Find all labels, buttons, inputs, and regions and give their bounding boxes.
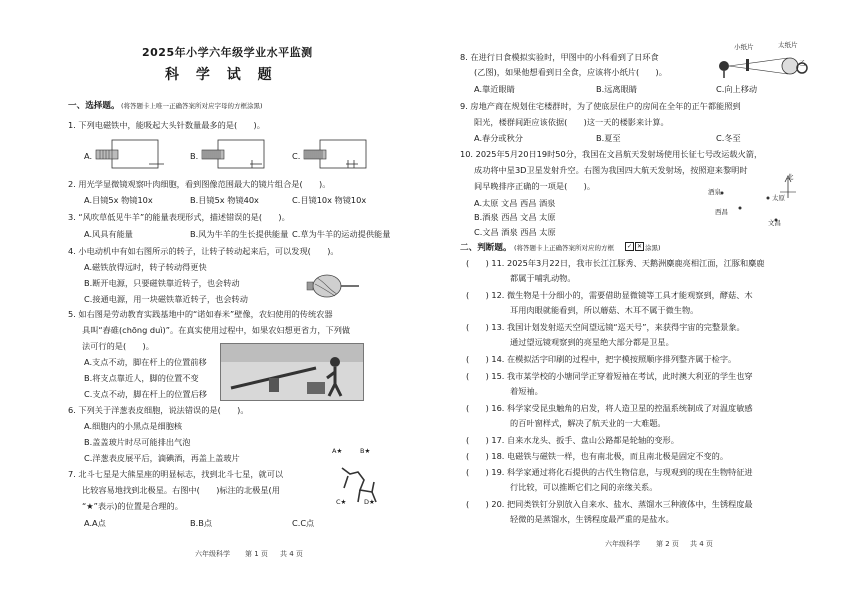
q10-line-1: 10. 2025年5月20日19时50分，我国在文昌航天发射场使用长征七号改运载火箭， [460,149,763,159]
q9-line-1: 9. 房地产商在规划住宅楼群时，为了使底层住户的房间在全年的正午都能照到 [460,101,741,111]
page2-footer-grade: 六年级科学 [605,540,640,548]
q4-option-b: B.断开电源，只要磁铁靠近转子，也会转动 [84,278,240,288]
q2-option-b: B.目镜5x 物镜40x [190,195,259,205]
section2-instruction: (将答题卡上正确答案所对应的方框 [514,244,615,252]
q3-stem: 3. “风吹草低见牛羊”的能量表现形式，描述错误的是( )。 [68,212,290,222]
q8-option-b: B.远离眼睛 [596,84,637,94]
q9-line-2: 阳光，楼群间距应该依据( )这一天的楼影来计算。 [474,117,669,127]
page1-footer-page: 第 1 页 [245,550,268,558]
q16-line-1: ( ) 16. 科学家受昆虫触角的启发，将人造卫星的控温系统制成了对温度敏感 [466,403,753,413]
q10-launch-site-map [700,172,810,234]
q1-label-b: B. [190,151,199,161]
q3-option-c: C.草为牛羊的运动提供能量 [292,229,391,239]
q7-fig-label-b: B★ [360,447,371,455]
page2-footer-page: 第 2 页 [656,540,679,548]
q1-electromagnet-c-figure [302,138,382,172]
q10-map-north: 北 [787,173,794,181]
q1-electromagnet-b-figure [200,138,280,172]
q1-label-c: C. [292,151,301,161]
q9-option-b: B.夏至 [596,133,621,143]
q4-option-a: A.磁铁放得远时，转子转动得更快 [84,262,207,272]
q7-line-3: “★”表示)的位置是合理的。 [82,501,183,511]
q5-option-a: A.支点不动，脚在杆上的位置前移 [84,357,207,367]
q20-line-1: ( ) 20. 把同类铁钉分别放入自来水、盐水、蒸馏水三种液体中，生锈程度最 [466,499,753,509]
q7-line-2: 比较容易地找到北极星。右图中( )标注的北极星(用 [82,485,280,495]
q13-line-2: 通过望远镜观察到的亮星绝大部分都是卫星。 [510,337,674,347]
q5-line-2: 具叫“舂碓(chōng duì)”。在真实使用过程中，如果农妇想更省力，下列做 [82,325,351,335]
q8-eclipse-figure [716,44,806,80]
q10-option-a: A.太原 文昌 西昌 酒泉 [474,198,556,208]
q10-line-3: 间早晚排序正确的一项是( )。 [474,181,596,191]
q7-option-c: C.C点 [292,518,315,528]
q3-option-b: B.风为牛羊的生长提供能量 [190,229,289,239]
q8-fig-label-yi: 乙 [799,59,806,67]
q18-line-1: ( ) 18. 电磁铁与磁铁一样，也有南北极，而且南北极是固定不变的。 [466,451,729,461]
q5-option-c: C.支点不动，脚在杆上的位置后移 [84,389,207,399]
q5-mortar-photo [220,343,364,401]
q2-option-c: C.目镜10x 物镜10x [292,195,367,205]
q4-stem: 4. 小电动机中有如右图所示的转子，让转子转动起来后，可以发现( )。 [68,246,339,256]
q2-option-a: A.目镜5x 物镜10x [84,195,153,205]
q10-option-c: C.文昌 酒泉 西昌 太原 [474,227,556,237]
exam-title: 2025年小学六年级学业水平监测 [142,46,313,59]
q8-line-2: (乙图)，如果他想看到日全食，应该将小纸片( )。 [474,67,667,77]
q15-line-1: ( ) 15. 我市某学校的小塘同学正穿着短袖在考试，此时澳大利亚的学生也穿 [466,371,753,381]
q17-line-1: ( ) 17. 自来水龙头、扳手、盘山公路都是轮轴的变形。 [466,435,679,445]
q13-line-1: ( ) 13. 我国计划发射巡天空间望远镜“巡天号”，来获得宇宙的完整景象。 [466,322,745,332]
q1-electromagnet-a-figure [94,138,174,172]
q7-option-a: A.A点 [84,518,106,528]
q6-option-a: A.细胞内的小黑点是细胞核 [84,421,183,431]
q10-line-2: 成功将中星3D卫星发射升空。右图为我国四大航天发射场，按照迎来黎明时 [474,165,748,175]
q12-line-2: 耳用肉眼就能看到，所以蘑菇、木耳不属于微生物。 [510,305,699,315]
section2-instruction-end: 涂黑) [645,244,661,252]
q9-option-a: A.春分或秋分 [474,133,523,143]
q4-rotor-figure [305,272,361,300]
q10-map-xichang: 西昌 [715,208,728,216]
q6-option-c: C.洋葱表皮展平后，滴碘酒，再盖上盖玻片 [84,453,240,463]
exam-subtitle: 科 学 试 题 [165,67,278,83]
q11-line-1: ( ) 11. 2025年3月22日，我市长江江豚秀、天鹅洲麋鹿亮相江面，江豚和麋鹿 [466,258,765,268]
q7-fig-label-d: D★ [364,498,375,506]
q7-line-1: 7. 北斗七星是大熊星座的明显标志，找到北斗七星，就可以 [68,469,284,479]
q8-option-c: C.向上移动 [716,84,758,94]
q2-stem: 2. 用光学显微镜观察叶肉细胞，看到图像范围最大的镜片组合是( )。 [68,179,331,189]
q7-fig-label-a: A★ [332,447,343,455]
q5-line-3: 法可行的是( )。 [82,341,154,351]
q11-line-2: 都属于哺乳动物。 [510,273,576,283]
q4-option-c: C.接通电源，用一块磁铁靠近转子，也会转动 [84,294,248,304]
q19-line-2: 行比较，可以推断它们之间的亲缘关系。 [510,482,658,492]
q6-stem: 6. 下列关于洋葱表皮细胞，说法错误的是( )。 [68,405,249,415]
q10-map-taiyuan: 太原 [772,194,785,202]
q16-line-2: 的百叶窗样式，解决了航天业的一大难题。 [510,418,666,428]
q14-line-1: ( ) 14. 在模拟活字印刷的过程中，把字模按照顺序排列整齐属于检字。 [466,354,737,364]
q10-option-b: B.酒泉 西昌 文昌 太原 [474,212,556,222]
q19-line-1: ( ) 19. 科学家通过将化石提供的古代生物信息，与现观到的现在生物特征进 [466,467,753,477]
q1-stem: 1. 下列电磁铁中，能吸起大头针数量最多的是( )。 [68,120,265,130]
q3-option-a: A.风具有能量 [84,229,133,239]
q8-line-1: 8. 在进行日食模拟实验时，甲图中的小科看到了日环食 [460,52,659,62]
check-box-icon: ✓ [626,243,633,250]
section1-heading: 一、选择题。 [68,101,120,111]
exam-page-2 [430,0,860,595]
q5-line-1: 5. 如右图是劳动教育实践基地中的“诺如春米”壁像，农妇使用的传统农器 [68,309,333,319]
q10-map-jiuquan: 酒泉 [708,188,721,196]
cross-box-icon: ✕ [636,243,643,250]
page1-footer-grade: 六年级科学 [195,550,230,558]
section1-instruction: (将答题卡上唯一正确答案所对应字母的方框涂黑) [121,102,263,110]
section2-heading: 二、判断题。 [460,243,512,253]
page1-footer-total: 共 4 页 [280,550,303,558]
q6-option-b: B.盖盖玻片时尽可能排出气泡 [84,437,191,447]
q5-option-b: B.将支点靠近人，脚的位置不变 [84,373,199,383]
q10-map-wenchang: 文昌 [768,219,781,227]
page2-footer-total: 共 4 页 [690,540,713,548]
q7-option-b: B.B点 [190,518,213,528]
q8-option-a: A.靠近眼睛 [474,84,515,94]
q8-fig-label-sun: 太纸片 [778,41,798,49]
q1-label-a: A. [84,151,93,161]
q15-line-2: 着短袖。 [510,386,543,396]
q8-fig-label-paper: 小纸片 [734,43,754,51]
q9-option-c: C.冬至 [716,133,741,143]
q7-fig-label-c: C★ [336,498,347,506]
q12-line-1: ( ) 12. 微生物是十分细小的，需要借助显微镜等工具才能观察到，酵菇、木 [466,290,753,300]
q20-line-2: 轻微的是蒸馏水，生锈程度最严重的是盐水。 [510,514,674,524]
